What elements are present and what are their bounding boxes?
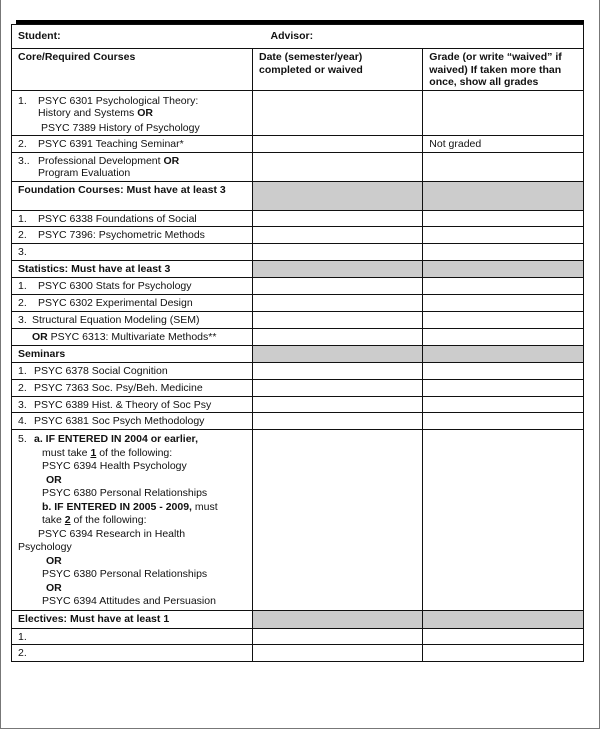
date-cell[interactable] [252, 362, 422, 379]
advisor-label: Advisor: [270, 30, 314, 42]
statistics-row-1: 1. PSYC 6300 Stats for Psychology [12, 277, 584, 294]
date-cell[interactable] [252, 152, 422, 181]
seminars-row-1: 1. PSYC 6378 Social Cognition [12, 362, 584, 379]
date-cell[interactable] [252, 277, 422, 294]
foundation-section-header: Foundation Courses: Must have at least 3 [12, 181, 584, 210]
grade-cell[interactable] [423, 413, 584, 430]
date-cell[interactable] [252, 294, 422, 311]
core-row-1: 1. PSYC 6301 Psychological Theory: History and Systems OR PSYC 7389 History of Psychology [12, 90, 584, 136]
statistics-row-3: 3. Structural Equation Modeling (SEM) [12, 311, 584, 328]
grade-cell[interactable] [423, 379, 584, 396]
seminars-row-4: 4. PSYC 6381 Soc Psych Methodology [12, 413, 584, 430]
grade-column-header: Grade (or write “waived” if waived) If taken more than once, show all grades [423, 49, 584, 91]
date-column-header: Date (semester/year) completed or waived [252, 49, 422, 91]
statistics-row-or: OR PSYC 6313: Multivariate Methods** [12, 328, 584, 345]
date-cell[interactable] [252, 430, 422, 611]
date-cell[interactable] [252, 210, 422, 227]
electives-row-1: 1. [12, 628, 584, 645]
date-cell[interactable] [252, 227, 422, 244]
grade-cell[interactable] [423, 628, 584, 645]
date-cell[interactable] [252, 244, 422, 261]
date-cell[interactable] [252, 628, 422, 645]
date-cell[interactable] [252, 328, 422, 345]
seminars-row-5: 5. a. IF ENTERED IN 2004 or earlier, must take 1 of the following: PSYC 6394 Health Psychology OR PSYC 6380 Personal Relationships b. IF ENTERED IN 2005 - 2009, must take 2 of the following: PSYC 6394 Research in Health Psychology OR PSYC 6380 Personal Relationships OR PSYC 6394 Attitudes and Persuasion [12, 430, 584, 611]
date-cell[interactable] [252, 396, 422, 413]
grade-cell[interactable] [423, 136, 584, 153]
date-cell[interactable] [252, 311, 422, 328]
seminars-row-3: 3. PSYC 6389 Hist. & Theory of Soc Psy [12, 396, 584, 413]
grade-cell[interactable] [423, 227, 584, 244]
electives-section-header: Electives: Must have at least 1 [12, 610, 584, 628]
date-cell[interactable] [252, 645, 422, 662]
grade-cell[interactable] [423, 210, 584, 227]
grade-cell[interactable] [423, 294, 584, 311]
core-row-3: 3.. Professional Development OR Program Evaluation [12, 152, 584, 181]
course-checklist-table [11, 24, 584, 662]
not-graded-note: Not graded [429, 138, 482, 150]
seminars-row-2: 2. PSYC 7363 Soc. Psy/Beh. Medicine [12, 379, 584, 396]
grade-cell[interactable] [423, 152, 584, 181]
grade-cell[interactable] [423, 328, 584, 345]
student-label: Student: [18, 30, 61, 42]
foundation-row-3: 3. [12, 244, 584, 261]
grade-cell[interactable] [423, 277, 584, 294]
date-cell[interactable] [252, 413, 422, 430]
grade-cell[interactable] [423, 362, 584, 379]
core-row-2: 2. PSYC 6391 Teaching Seminar* Not graded [12, 136, 584, 153]
grade-cell[interactable] [423, 90, 584, 136]
statistics-section-header: Statistics: Must have at least 3 [12, 261, 584, 278]
foundation-row-1: 1. PSYC 6338 Foundations of Social [12, 210, 584, 227]
grade-cell[interactable] [423, 396, 584, 413]
grade-cell[interactable] [423, 430, 584, 611]
date-cell[interactable] [252, 379, 422, 396]
courses-column-header: Core/Required Courses [12, 49, 253, 91]
statistics-row-2: 2. PSYC 6302 Experimental Design [12, 294, 584, 311]
grade-cell[interactable] [423, 244, 584, 261]
date-cell[interactable] [252, 90, 422, 136]
student-advisor-row [12, 25, 584, 49]
grade-cell[interactable] [423, 311, 584, 328]
seminars-section-header: Seminars [12, 345, 584, 362]
column-header-row [12, 49, 584, 91]
foundation-row-2: 2. PSYC 7396: Psychometric Methods [12, 227, 584, 244]
date-cell[interactable] [252, 136, 422, 153]
grade-cell[interactable] [423, 645, 584, 662]
electives-row-2: 2. [12, 645, 584, 662]
